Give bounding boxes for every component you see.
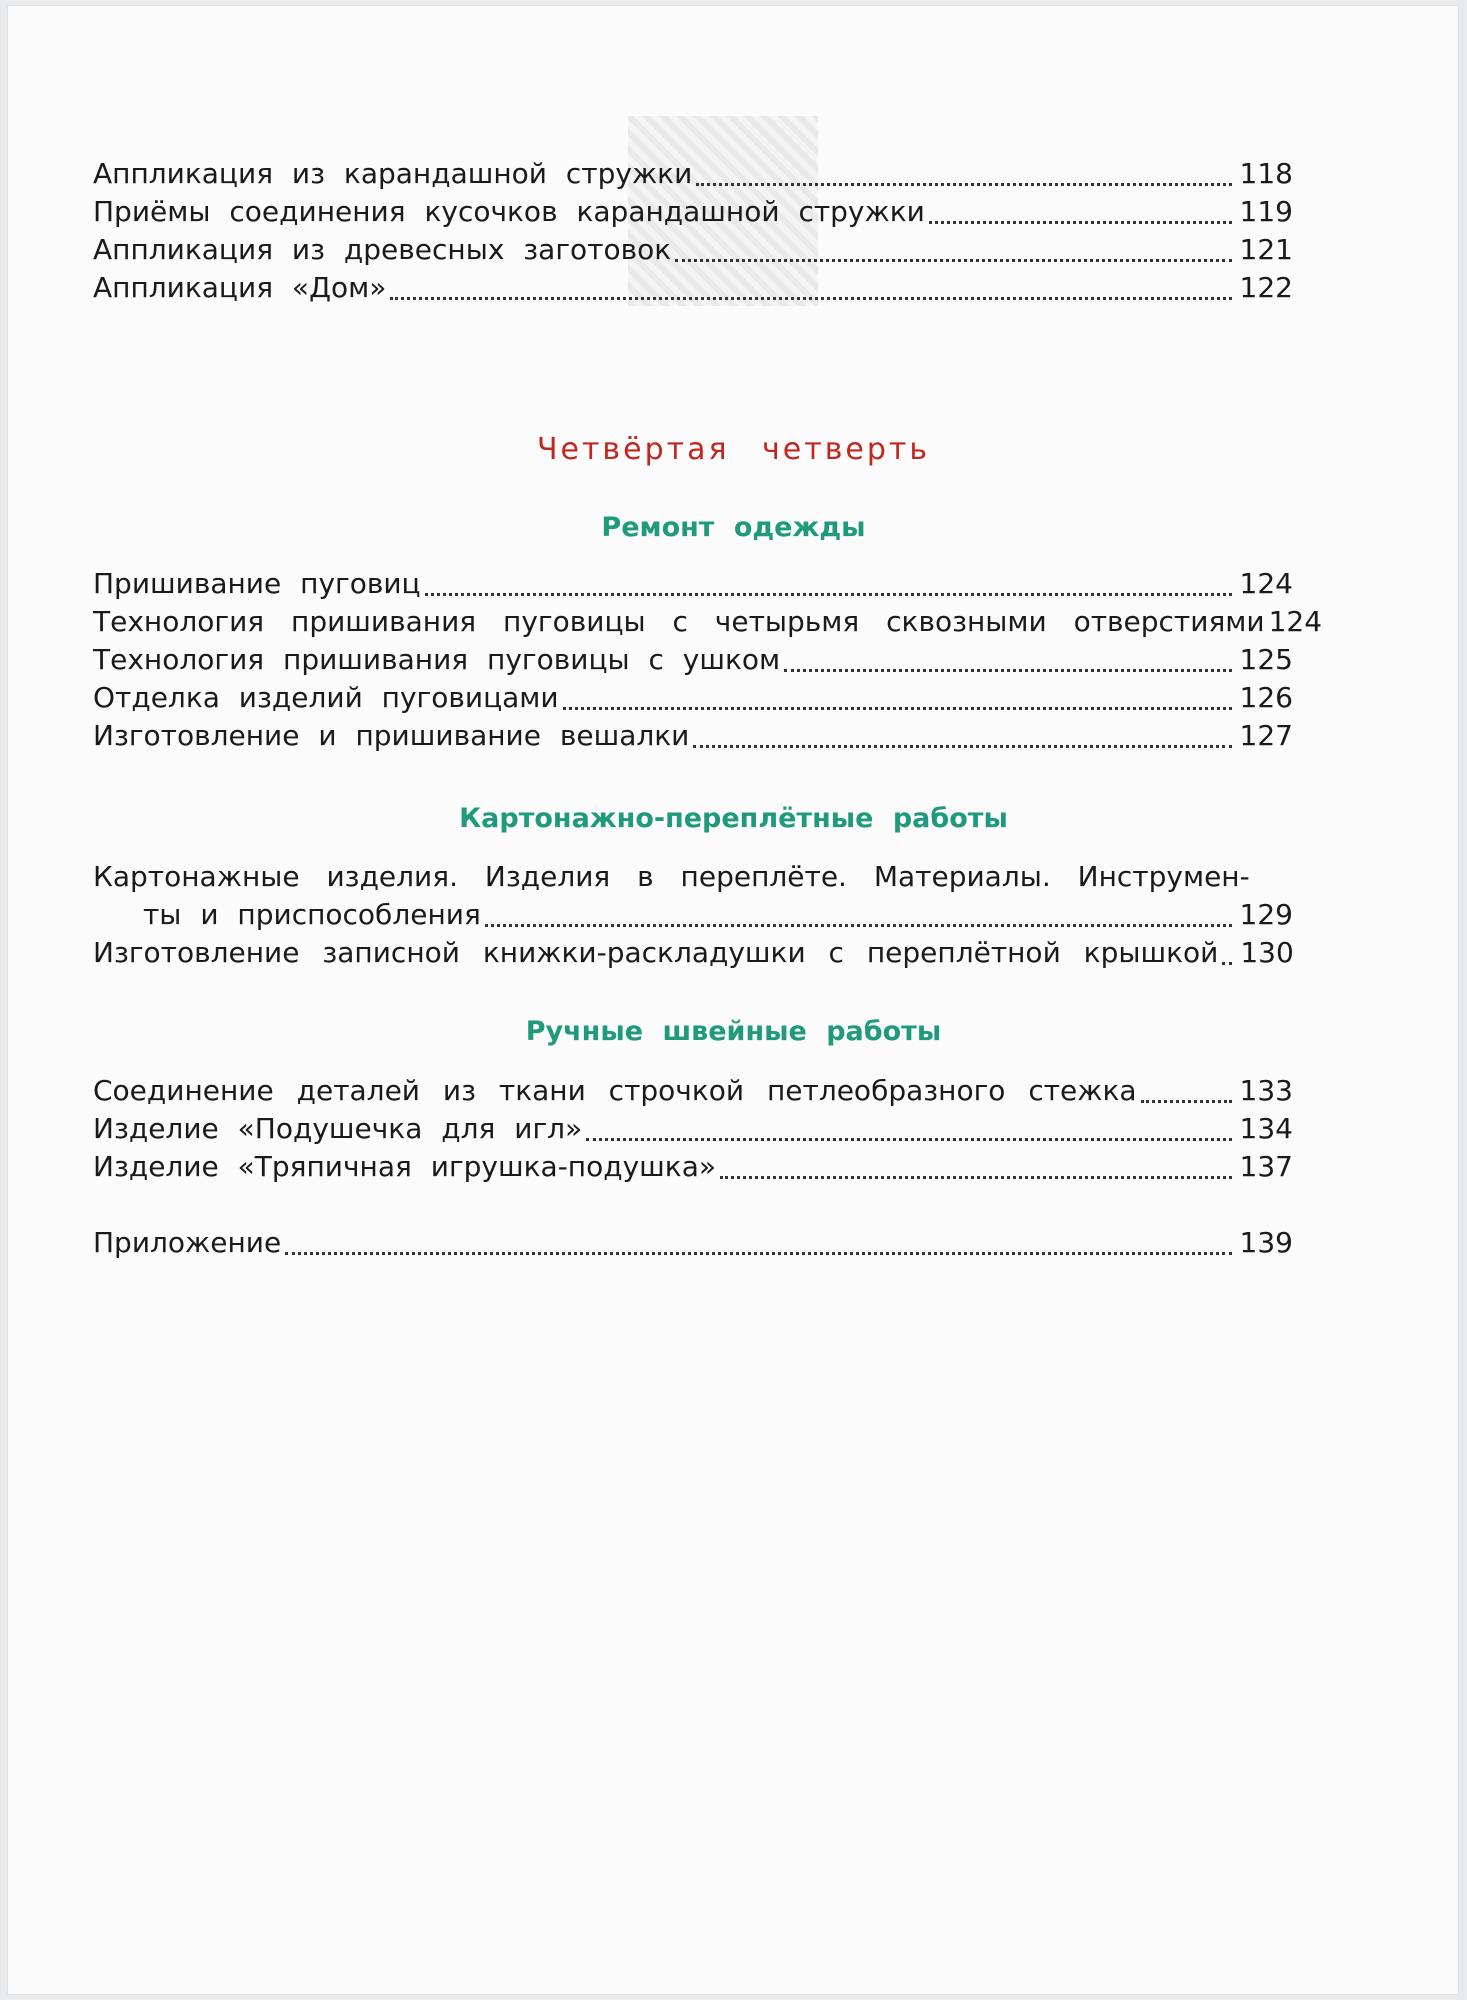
leader-dots <box>285 1250 1231 1255</box>
leader-dots <box>390 295 1231 300</box>
leader-dots <box>784 667 1231 672</box>
page-number: 124 <box>1239 567 1293 600</box>
toc-entry[interactable]: Приложение 139 <box>93 1226 1293 1259</box>
toc-section-clothes-repair <box>93 567 1323 757</box>
page-number: 124 <box>1268 605 1323 638</box>
toc-entry[interactable]: Соединение деталей из ткани строчкой петлеобразного стежка 133 <box>93 1074 1293 1107</box>
toc-entry[interactable]: Изделие «Тряпичная игрушка-подушка» 137 <box>93 1150 1293 1183</box>
leader-dots <box>1141 1098 1232 1103</box>
page-number: 133 <box>1239 1074 1293 1107</box>
toc-section-cardboard-binding <box>93 860 1293 974</box>
leader-dots <box>586 1136 1231 1141</box>
quarter-heading: Четвёртая четверть <box>536 432 931 467</box>
toc-entry[interactable]: Технология пришивания пуговицы с четырьмя сквозными отверстиями 124 <box>93 605 1323 638</box>
page-number: 125 <box>1239 643 1293 676</box>
toc-top-group <box>93 157 1293 309</box>
page-number: 129 <box>1239 898 1293 931</box>
page-number: 119 <box>1239 195 1293 228</box>
page-number: 118 <box>1239 157 1293 190</box>
leader-dots <box>485 922 1232 927</box>
section-heading-hand-sewing: Ручные швейные работы <box>525 1016 942 1047</box>
section-heading-cardboard-binding: Картонажно-переплётные работы <box>459 803 1008 834</box>
page-number: 130 <box>1240 936 1294 969</box>
toc-entry[interactable]: Аппликация «Дом» 122 <box>93 271 1293 304</box>
toc-entry[interactable]: Аппликация из древесных заготовок 121 <box>93 233 1293 266</box>
page-number: 134 <box>1239 1112 1293 1145</box>
page-number: 121 <box>1239 233 1293 266</box>
toc-entry-continuation[interactable]: ты и приспособления 129 <box>143 898 1293 931</box>
page-number: 127 <box>1239 719 1293 752</box>
leader-dots <box>696 181 1231 186</box>
toc-entry[interactable]: Изготовление записной книжки-раскладушки с переплётной крышкой 130 <box>93 936 1294 969</box>
leader-dots <box>929 219 1232 224</box>
toc-entry-first-line[interactable]: Картонажные изделия. Изделия в переплёте. Материалы. Инструмен- <box>93 860 1250 893</box>
leader-dots <box>1222 960 1232 965</box>
leader-dots <box>693 743 1231 748</box>
leader-dots <box>563 705 1232 710</box>
toc-entry[interactable]: Приёмы соединения кусочков карандашной стружки 119 <box>93 195 1293 228</box>
toc-entry[interactable]: Пришивание пуговиц 124 <box>93 567 1293 600</box>
leader-dots <box>425 591 1232 596</box>
toc-entry[interactable]: Аппликация из карандашной стружки 118 <box>93 157 1293 190</box>
toc-entry[interactable]: Отделка изделий пуговицами 126 <box>93 681 1293 714</box>
toc-entry[interactable]: Технология пришивания пуговицы с ушком 125 <box>93 643 1293 676</box>
page-number: 139 <box>1239 1226 1293 1259</box>
page-number: 137 <box>1239 1150 1293 1183</box>
toc-entry[interactable]: Изделие «Подушечка для игл» 134 <box>93 1112 1293 1145</box>
toc-appendix <box>93 1226 1293 1264</box>
leader-dots <box>675 257 1231 262</box>
toc-entry[interactable]: Изготовление и пришивание вешалки 127 <box>93 719 1293 752</box>
section-heading-clothes-repair: Ремонт одежды <box>601 512 866 543</box>
page-number: 126 <box>1239 681 1293 714</box>
leader-dots <box>720 1174 1232 1179</box>
page-number: 122 <box>1239 271 1293 304</box>
toc-section-hand-sewing <box>93 1074 1293 1188</box>
